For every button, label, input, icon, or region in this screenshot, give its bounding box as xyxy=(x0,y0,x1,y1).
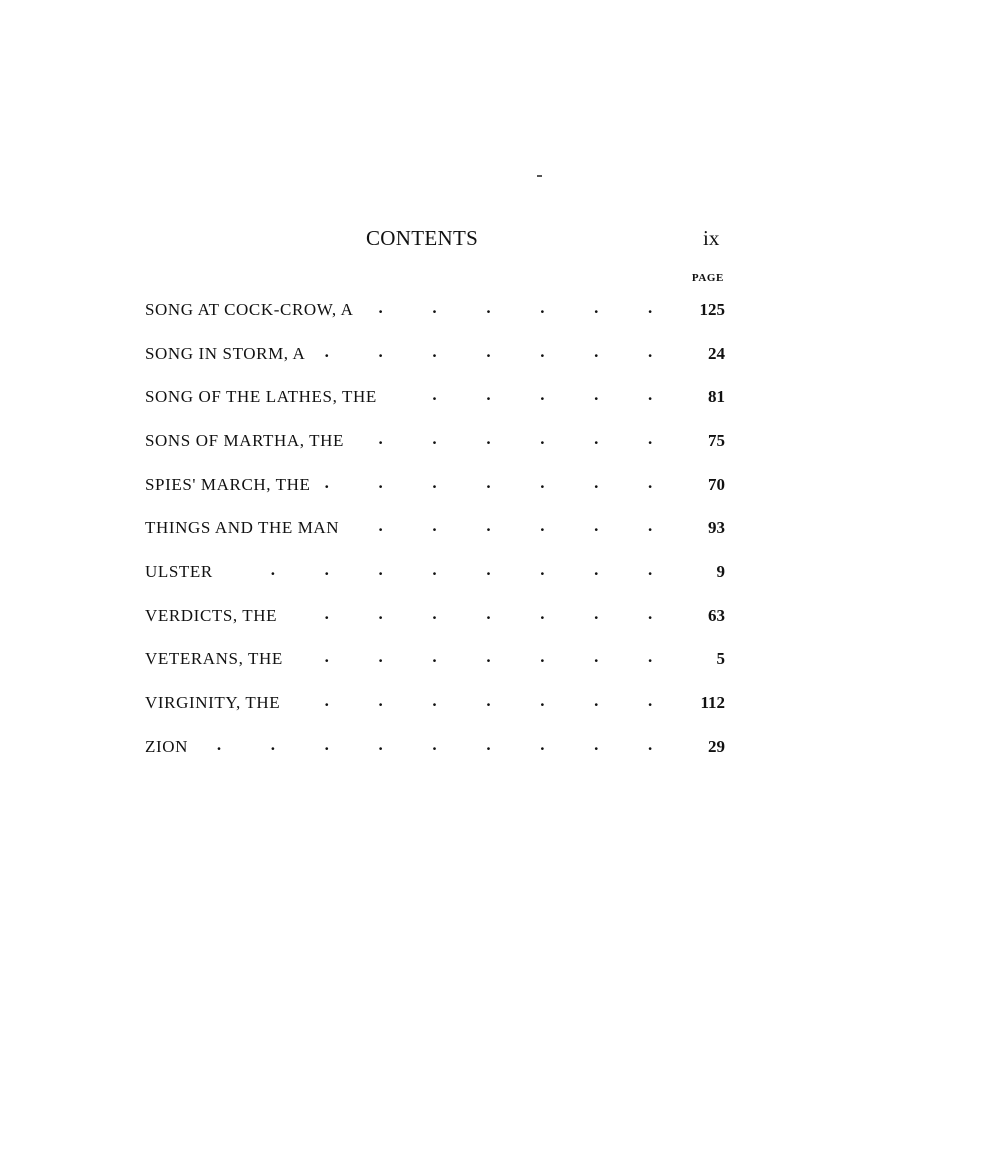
entry-title: SONS OF MARTHA, THE xyxy=(145,431,352,451)
dot-leader xyxy=(385,387,675,407)
entry-title: SONG IN STORM, A xyxy=(145,344,313,364)
folio-number: ix xyxy=(703,226,720,250)
entry-title: VERDICTS, THE xyxy=(145,606,285,626)
dot-leader xyxy=(352,431,675,451)
entry-page-number: 125 xyxy=(675,300,725,320)
contents-entry xyxy=(145,332,725,376)
entry-page-number: 70 xyxy=(675,475,725,495)
contents-entry xyxy=(145,419,725,463)
contents-title: CONTENTS xyxy=(366,226,479,250)
entry-title: VETERANS, THE xyxy=(145,649,291,669)
contents-entry xyxy=(145,725,725,769)
contents-entry xyxy=(145,550,725,594)
dot-leader xyxy=(285,606,675,626)
entry-page-number: 93 xyxy=(675,518,725,538)
entry-title: VIRGINITY, THE xyxy=(145,693,288,713)
contents-entry xyxy=(145,594,725,638)
contents-entry xyxy=(145,638,725,682)
entry-title: SPIES' MARCH, THE xyxy=(145,475,319,495)
entry-page-number: 112 xyxy=(675,693,725,713)
entry-page-number: 5 xyxy=(675,649,725,669)
entry-page-number: 63 xyxy=(675,606,725,626)
contents-entry xyxy=(145,463,725,507)
entry-page-number: 9 xyxy=(675,562,725,582)
page-column-label: PAGE xyxy=(691,272,724,284)
entry-title: ULSTER xyxy=(145,562,221,582)
contents-entry xyxy=(145,681,725,725)
dot-leader xyxy=(319,475,675,495)
contents-entry xyxy=(145,506,725,550)
dot-leader xyxy=(288,693,675,713)
dot-leader xyxy=(196,737,675,757)
entry-title: SONG AT COCK-CROW, A xyxy=(145,300,362,320)
print-speck xyxy=(537,175,542,177)
entry-title: SONG OF THE LATHES, THE xyxy=(145,387,385,407)
page-heading xyxy=(0,226,1000,256)
entry-page-number: 75 xyxy=(675,431,725,451)
contents-entry xyxy=(145,375,725,419)
entry-title: ZION xyxy=(145,737,196,757)
entry-page-number: 81 xyxy=(675,387,725,407)
contents-list xyxy=(145,288,725,769)
entry-page-number: 24 xyxy=(675,344,725,364)
dot-leader xyxy=(362,300,676,320)
contents-entry xyxy=(145,288,725,332)
dot-leader xyxy=(291,649,675,669)
dot-leader xyxy=(221,562,675,582)
dot-leader xyxy=(313,344,675,364)
entry-title: THINGS AND THE MAN xyxy=(145,518,347,538)
entry-page-number: 29 xyxy=(675,737,725,757)
dot-leader xyxy=(347,518,675,538)
